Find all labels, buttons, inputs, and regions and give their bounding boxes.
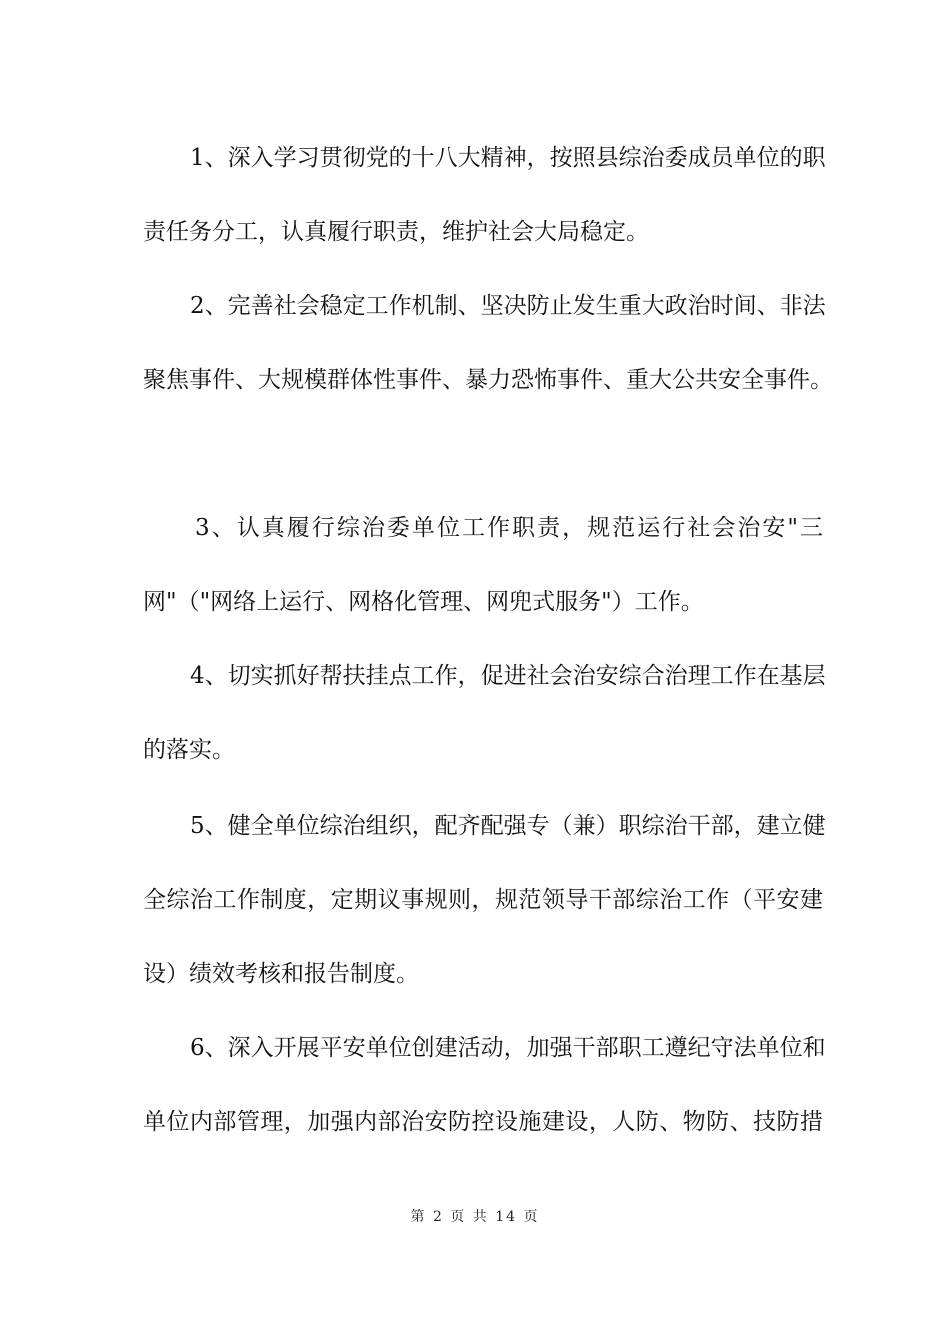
paragraph-6-line-1: 6、深入开展平安单位创建活动，加强干部职工遵纪守法单位和	[190, 1035, 826, 1061]
paragraph-2-line-1: 2、完善社会稳定工作机制、坚决防止发生重大政治时间、非法	[190, 293, 826, 319]
paragraph-5-line-1: 5、健全单位综治组织，配齐配强专（兼）职综治干部，建立健	[190, 813, 826, 839]
paragraph-2-line-2: 聚焦事件、大规模群体性事件、暴力恐怖事件、重大公共安全事件。	[143, 367, 833, 393]
page-number-footer: 第 2 页 共 14 页	[410, 1209, 540, 1225]
paragraph-6-line-2: 单位内部管理，加强内部治安防控设施建设，人防、物防、技防措	[143, 1109, 823, 1135]
paragraph-3-line-1: 3、认真履行综治委单位工作职责，规范运行社会治安"三	[195, 515, 823, 541]
paragraph-5-line-3: 设）绩效考核和报告制度。	[143, 961, 419, 987]
paragraph-1-line-1: 1、深入学习贯彻党的十八大精神，按照县综治委成员单位的职	[190, 145, 826, 171]
paragraph-4-line-2: 的落实。	[143, 737, 235, 763]
paragraph-4-line-1: 4、切实抓好帮扶挂点工作，促进社会治安综合治理工作在基层	[190, 663, 826, 689]
paragraph-3-line-2: 网"（"网络上运行、网格化管理、网兜式服务"）工作。	[143, 589, 704, 615]
paragraph-1-line-2: 责任务分工，认真履行职责，维护社会大局稳定。	[143, 219, 649, 245]
paragraph-5-line-2: 全综治工作制度，定期议事规则，规范领导干部综治工作（平安建	[143, 887, 823, 913]
